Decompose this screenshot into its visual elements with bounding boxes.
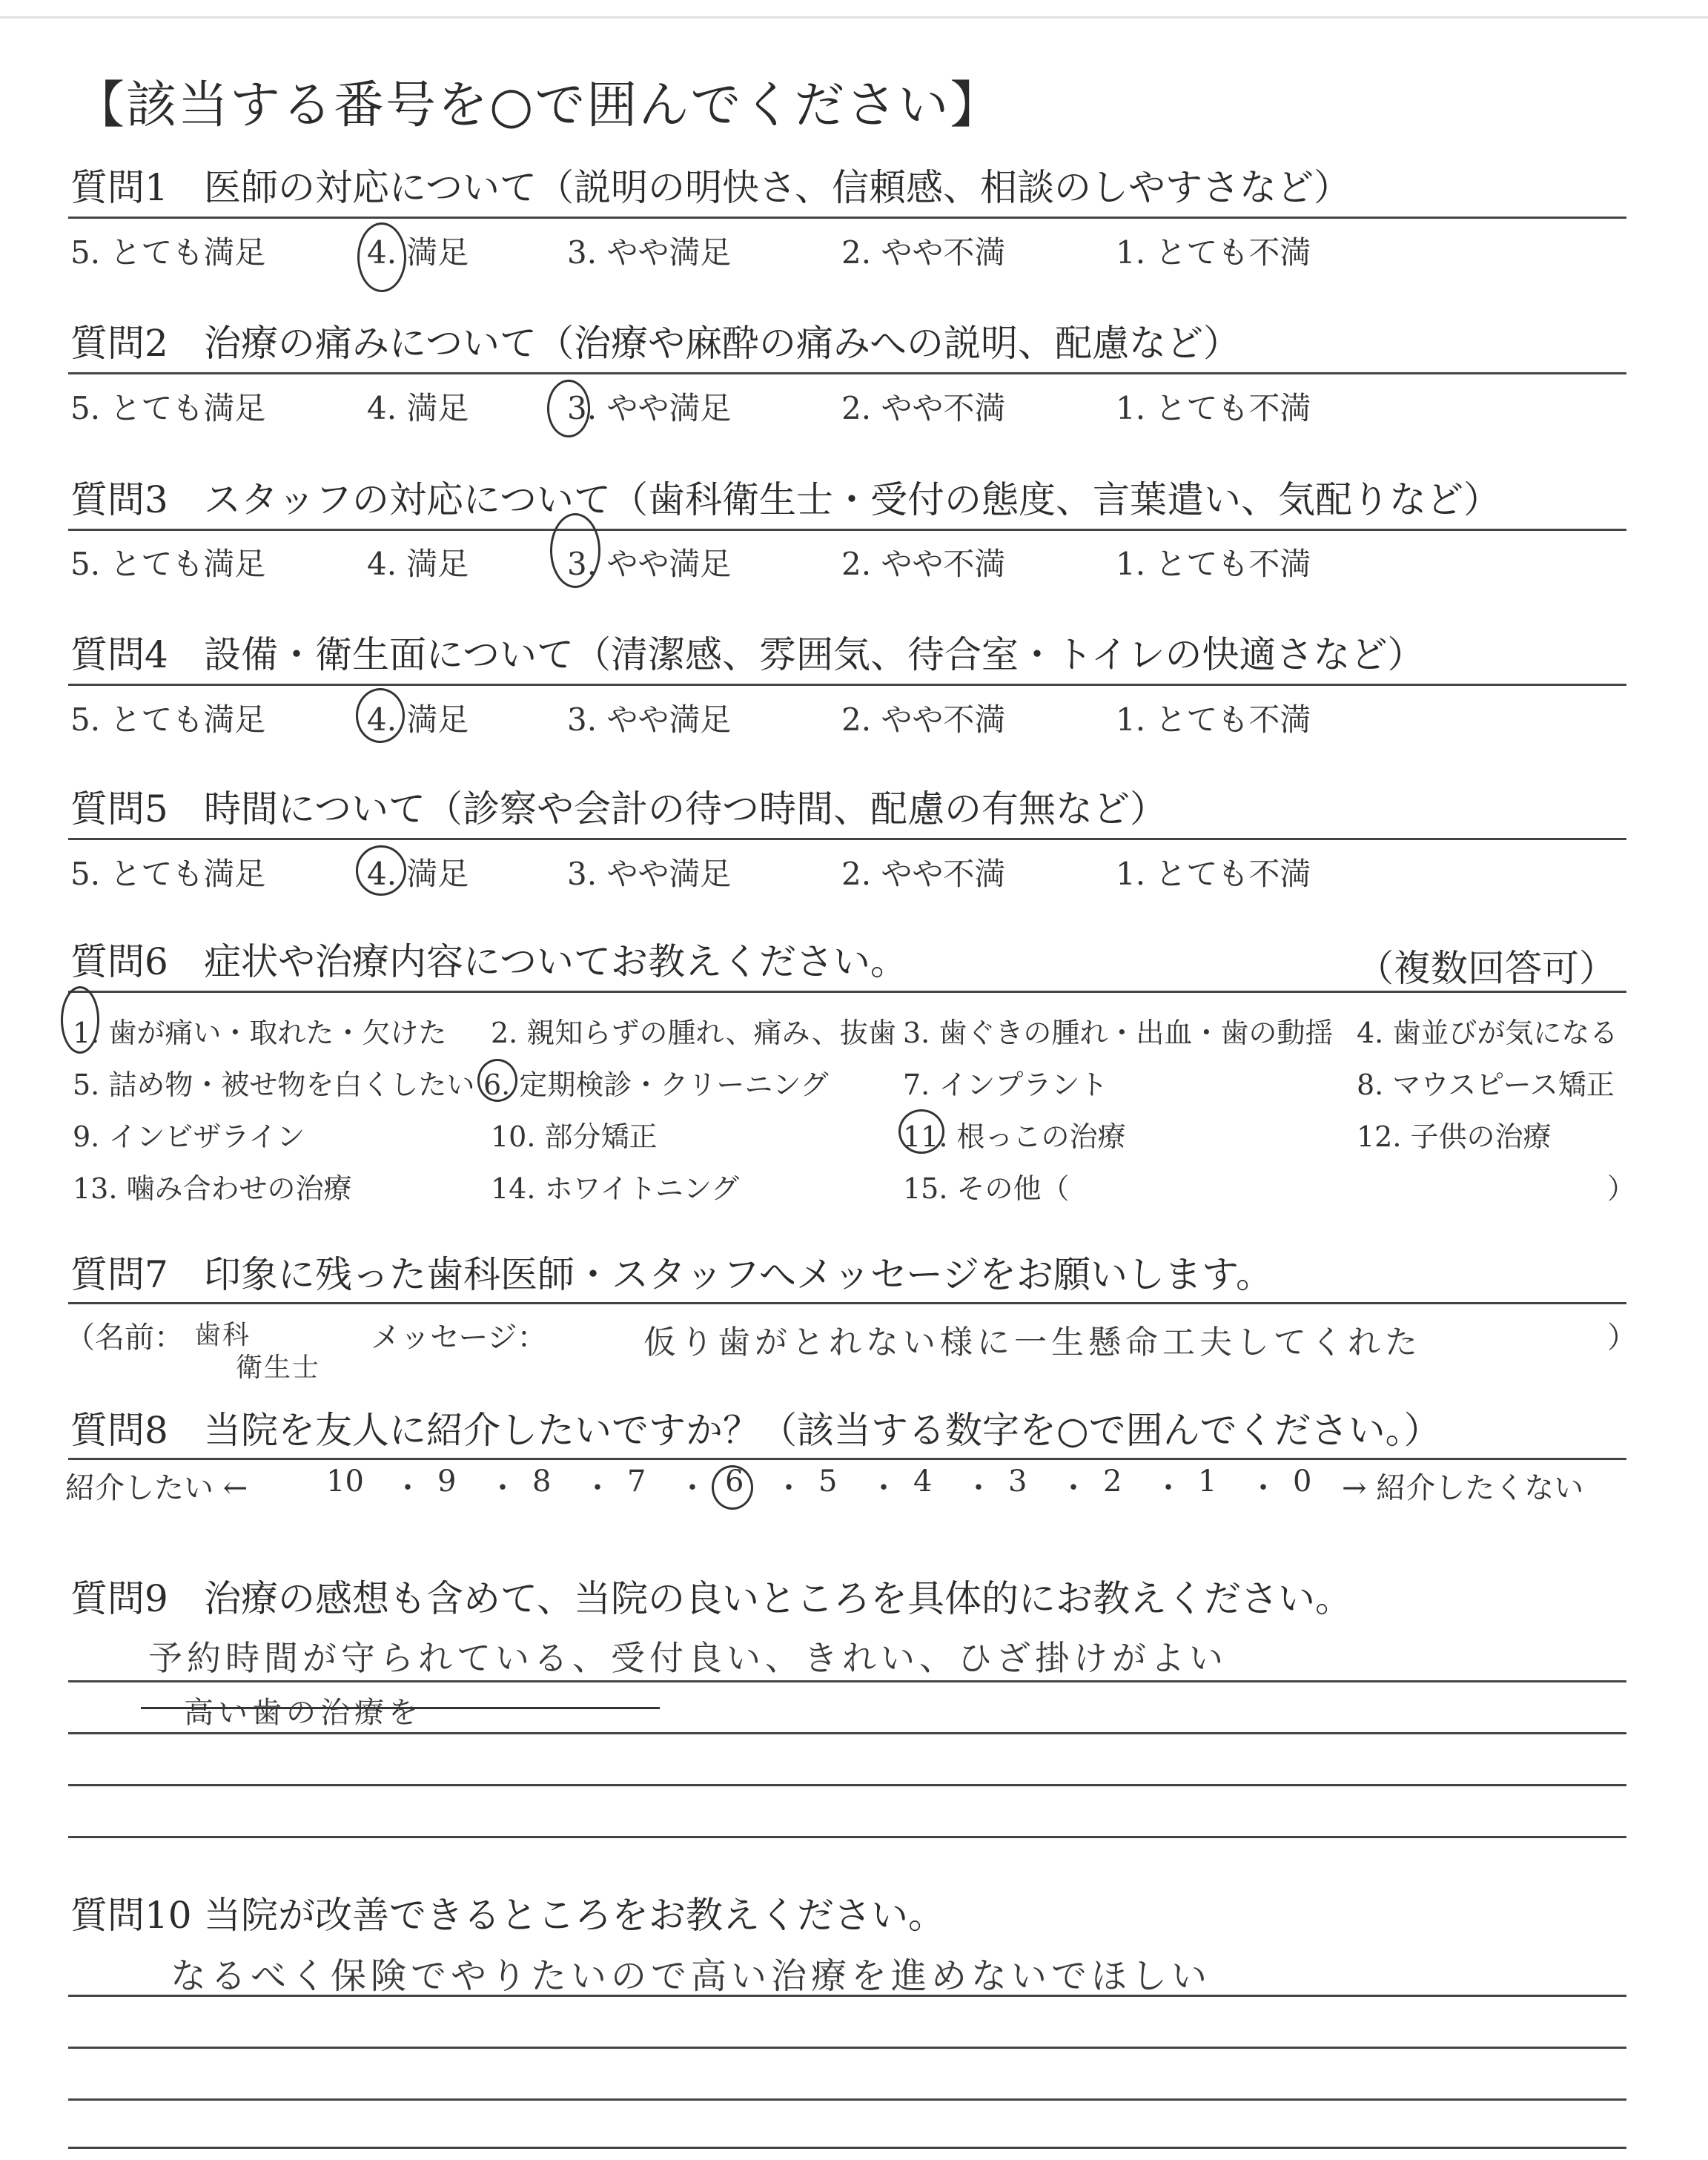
scale-9[interactable]: 9 <box>437 1464 457 1499</box>
scale-8[interactable]: 8 <box>532 1464 552 1499</box>
option-1[interactable]: 1. とても不満 <box>1116 856 1311 892</box>
option-3[interactable]: 3. やや満足 <box>567 390 732 426</box>
question-divider <box>68 838 1626 840</box>
symptom-option-8[interactable]: 8. マウスピース矯正 <box>1357 1069 1615 1101</box>
selection-circle <box>356 845 406 896</box>
message-close-paren: ） <box>1607 1321 1637 1355</box>
question-text: スタッフの対応について（歯科衛生士・受付の態度、言葉遣い、気配りなど） <box>204 478 1500 521</box>
question-8 <box>70 1407 1441 1453</box>
option-4[interactable]: 4. 満足 <box>367 856 469 892</box>
symptom-option-2[interactable]: 2. 親知らずの腫れ、痛み、抜歯 <box>491 1017 896 1049</box>
option-3[interactable]: 3. やや満足 <box>567 546 732 582</box>
symptom-option-6[interactable]: 6. 定期検診・クリーニング <box>483 1069 829 1101</box>
question-divider <box>68 684 1626 686</box>
selection-circle <box>712 1465 753 1510</box>
symptom-option-9[interactable]: 9. インビザライン <box>73 1120 305 1153</box>
option-4[interactable]: 4. 満足 <box>367 234 469 271</box>
option-1[interactable]: 1. とても不満 <box>1116 390 1311 426</box>
scale-2[interactable]: 2 <box>1103 1464 1122 1499</box>
question-label: 質問5 <box>70 787 168 830</box>
option-5[interactable]: 5. とても満足 <box>70 856 266 892</box>
message-label: メッセージ： <box>371 1321 547 1355</box>
question-text: 治療の痛みについて（治療や麻酔の痛みへの説明、配慮など） <box>204 322 1240 365</box>
option-5[interactable]: 5. とても満足 <box>70 546 266 582</box>
good-points-answer[interactable]: 予約時間が守られている、受付良い、きれい、ひざ掛けがよい <box>148 1638 1228 1678</box>
selection-circle <box>898 1109 944 1154</box>
question-4 <box>70 632 1425 678</box>
question-label: 質問10 <box>70 1894 192 1937</box>
question-text: 時間について（診察や会計の待つ時間、配慮の有無など） <box>204 787 1167 830</box>
name-label: （名前： <box>65 1321 184 1355</box>
question-5 <box>70 786 1167 832</box>
answer-line <box>68 2147 1626 2149</box>
page-title: 【該当する番号を○で囲んでください】 <box>74 76 1002 135</box>
selection-circle <box>61 986 99 1054</box>
symptom-option-15[interactable]: 15. その他（ <box>903 1172 1070 1205</box>
question-2 <box>70 320 1240 366</box>
scale-10[interactable]: 10 <box>326 1464 364 1499</box>
question-text: 印象に残った歯科医師・スタッフへメッセージをお願いします。 <box>204 1253 1273 1296</box>
strikethrough <box>141 1707 660 1709</box>
question-divider <box>68 529 1626 531</box>
scale-6[interactable]: 6 <box>725 1464 744 1499</box>
answer-line <box>68 1995 1626 1997</box>
question-text: 医師の対応について（説明の明快さ、信頼感、相談のしやすさなど） <box>204 166 1351 209</box>
scale-5[interactable]: 5 <box>818 1464 838 1499</box>
selection-circle <box>357 222 406 292</box>
scale-left-label: 紹介したい ← <box>65 1471 248 1505</box>
question-label: 質問7 <box>70 1253 168 1296</box>
question-label: 質問2 <box>70 322 168 365</box>
option-1[interactable]: 1. とても不満 <box>1116 701 1311 738</box>
staff-name-line2[interactable]: 衛生士 <box>236 1353 321 1383</box>
selection-circle <box>477 1059 517 1102</box>
question-label: 質問8 <box>70 1409 168 1452</box>
option-5[interactable]: 5. とても満足 <box>70 234 266 271</box>
staff-name-line1[interactable]: 歯科 <box>194 1320 251 1350</box>
option-2[interactable]: 2. やや不満 <box>841 856 1006 892</box>
symptom-option-10[interactable]: 10. 部分矯正 <box>491 1120 658 1153</box>
symptom-option-5[interactable]: 5. 詰め物・被せ物を白くしたい <box>73 1069 475 1101</box>
symptom-option-14[interactable]: 14. ホワイトニング <box>491 1172 740 1205</box>
symptom-option-1[interactable]: 1. 歯が痛い・取れた・欠けた <box>73 1017 447 1049</box>
questionnaire-page: 【該当する番号を○で囲んでください】 質問1 医師の対応について（説明の明快さ、信頼感、相談のしやすさなど） 5. とても満足 4. 満足 3. やや満足 2. やや不満 1. とても不満 質問2 治療の痛みについて（治療や麻酔の痛みへの説明、配慮など） 5. とても満足 4. 満足 3. やや満足 2. やや不満 1. とても不満 質問3 スタッフの対応について（歯科衛生士・受付の態度、言葉遣い、気配りなど） 5. とても満足 4. 満足 3. やや満足 2. やや不満 1. とても不満 質問4 設備・衛生面について（清潔感、雰囲気、待合室・トイレの快適さなど） 5. とても満足 4. 満足 3. やや満足 2. やや不満 1. とても不満 質問5 時間について（診察や会計の待つ時間、配慮の有無など） 5. とても満足 4. 満足 3. やや満足 2. やや不満 1. とても不満 質問6 症状や治療内容についてお教えください。 （複数回答可） 1. 歯が痛い・取れた・欠けた 2. 親知らずの腫れ、痛み、抜歯 3. 歯ぐきの腫れ・出血・歯の動揺 4. 歯並びが気になる 5. 詰め物・被せ物を白くしたい 6. 定期検診・クリーニング 7. インプラント 8. マウスピース矯正 9. インビザライン 10. 部分矯正 11. 根っこの治療 12. 子供の治療 13. 噛み合わせの治療 14. ホワイトニング 15. その他（ ） 質問7 印象に残った歯科医師・スタッフへメッセージをお願いします。 （名前： 歯科 衛生士 メッセージ： 仮り歯がとれない様に一生懸命工夫してくれた ） 質問8 当院を友人に紹介したいですか？（該当する数字を○で囲んでください。） 紹介したい ← 10 ・ 9 ・ 8 ・ 7 ・ 6 ・ 5 ・ 4 ・ 3 ・ 2 ・ 1 ・ 0 → 紹介したくない 質問9 治療の感想も含めて、当院の良いところを具体的にお教えください。 予約時間が守られている、受付良い、きれい、ひざ掛けがよい 高い歯の治療を 質問10 当院が改善できるところをお教えください。 なるべく保険でやりたいので高い治療を進めないでほしい <box>0 0 1708 2160</box>
symptom-option-12[interactable]: 12. 子供の治療 <box>1357 1120 1552 1153</box>
option-5[interactable]: 5. とても満足 <box>70 701 266 738</box>
question-text: 設備・衛生面について（清潔感、雰囲気、待合室・トイレの快適さなど） <box>204 633 1425 676</box>
question-text: 症状や治療内容についてお教えください。 <box>204 940 907 983</box>
symptom-option-7[interactable]: 7. インプラント <box>903 1069 1108 1101</box>
question-text: 当院を友人に紹介したいですか？（該当する数字を○で囲んでください。） <box>204 1409 1441 1452</box>
answer-line <box>68 2098 1626 2101</box>
option-2[interactable]: 2. やや不満 <box>841 546 1006 582</box>
symptom-option-4[interactable]: 4. 歯並びが気になる <box>1357 1017 1618 1049</box>
scale-4[interactable]: 4 <box>913 1464 933 1499</box>
scan-edge <box>0 16 1708 26</box>
scale-right-label: → 紹介したくない <box>1342 1471 1584 1505</box>
improvement-answer[interactable]: なるべく保険でやりたいので高い治療を進めないでほしい <box>171 1955 1212 1997</box>
question-divider <box>68 1458 1626 1460</box>
answer-line <box>68 1836 1626 1838</box>
option-4[interactable]: 4. 満足 <box>367 546 469 582</box>
question-text: 治療の感想も含めて、当院の良いところを具体的にお教えください。 <box>204 1577 1352 1620</box>
answer-line <box>68 1680 1626 1682</box>
question-10 <box>70 1892 945 1938</box>
question-1 <box>70 165 1351 211</box>
answer-line <box>68 1784 1626 1786</box>
message-answer[interactable]: 仮り歯がとれない様に一生懸命工夫してくれた <box>643 1324 1422 1361</box>
question-divider <box>68 991 1626 993</box>
selection-circle <box>550 513 600 588</box>
selection-circle <box>356 688 405 743</box>
scale-1[interactable]: 1 <box>1198 1464 1217 1499</box>
selection-circle <box>547 380 590 437</box>
option-4[interactable]: 4. 満足 <box>367 390 469 426</box>
scale-0[interactable]: 0 <box>1293 1464 1312 1499</box>
answer-line <box>68 2047 1626 2049</box>
scale-7[interactable]: 7 <box>627 1464 646 1499</box>
option-4[interactable]: 4. 満足 <box>367 701 469 738</box>
struck-answer: 高い歯の治療を <box>184 1696 423 1730</box>
symptom-option-11[interactable]: 11. 根っこの治療 <box>903 1120 1126 1153</box>
scale-3[interactable]: 3 <box>1008 1464 1027 1499</box>
question-divider <box>68 1302 1626 1304</box>
question-divider <box>68 217 1626 219</box>
question-7 <box>70 1252 1273 1298</box>
symptom-option-3[interactable]: 3. 歯ぐきの腫れ・出血・歯の動揺 <box>903 1017 1334 1049</box>
multiple-answer-note: （複数回答可） <box>1357 947 1616 990</box>
option-3[interactable]: 3. やや満足 <box>567 856 732 892</box>
option-2[interactable]: 2. やや不満 <box>841 390 1006 426</box>
option-1[interactable]: 1. とても不満 <box>1116 546 1311 582</box>
option-2[interactable]: 2. やや不満 <box>841 701 1006 738</box>
answer-line <box>68 1732 1626 1734</box>
question-label: 質問6 <box>70 940 168 983</box>
symptom-option-13[interactable]: 13. 噛み合わせの治療 <box>73 1172 352 1205</box>
question-label: 質問1 <box>70 166 168 209</box>
option-2[interactable]: 2. やや不満 <box>841 234 1006 271</box>
option-5[interactable]: 5. とても満足 <box>70 390 266 426</box>
question-label: 質問4 <box>70 633 168 676</box>
option-1[interactable]: 1. とても不満 <box>1116 234 1311 271</box>
question-label: 質問9 <box>70 1577 168 1620</box>
question-label: 質問3 <box>70 478 168 521</box>
question-9 <box>70 1576 1352 1622</box>
other-close-paren: ） <box>1607 1172 1636 1205</box>
question-divider <box>68 372 1626 374</box>
option-3[interactable]: 3. やや満足 <box>567 701 732 738</box>
question-text: 当院が改善できるところをお教えください。 <box>204 1894 945 1937</box>
question-6 <box>70 939 907 985</box>
question-3 <box>70 477 1500 523</box>
option-3[interactable]: 3. やや満足 <box>567 234 732 271</box>
